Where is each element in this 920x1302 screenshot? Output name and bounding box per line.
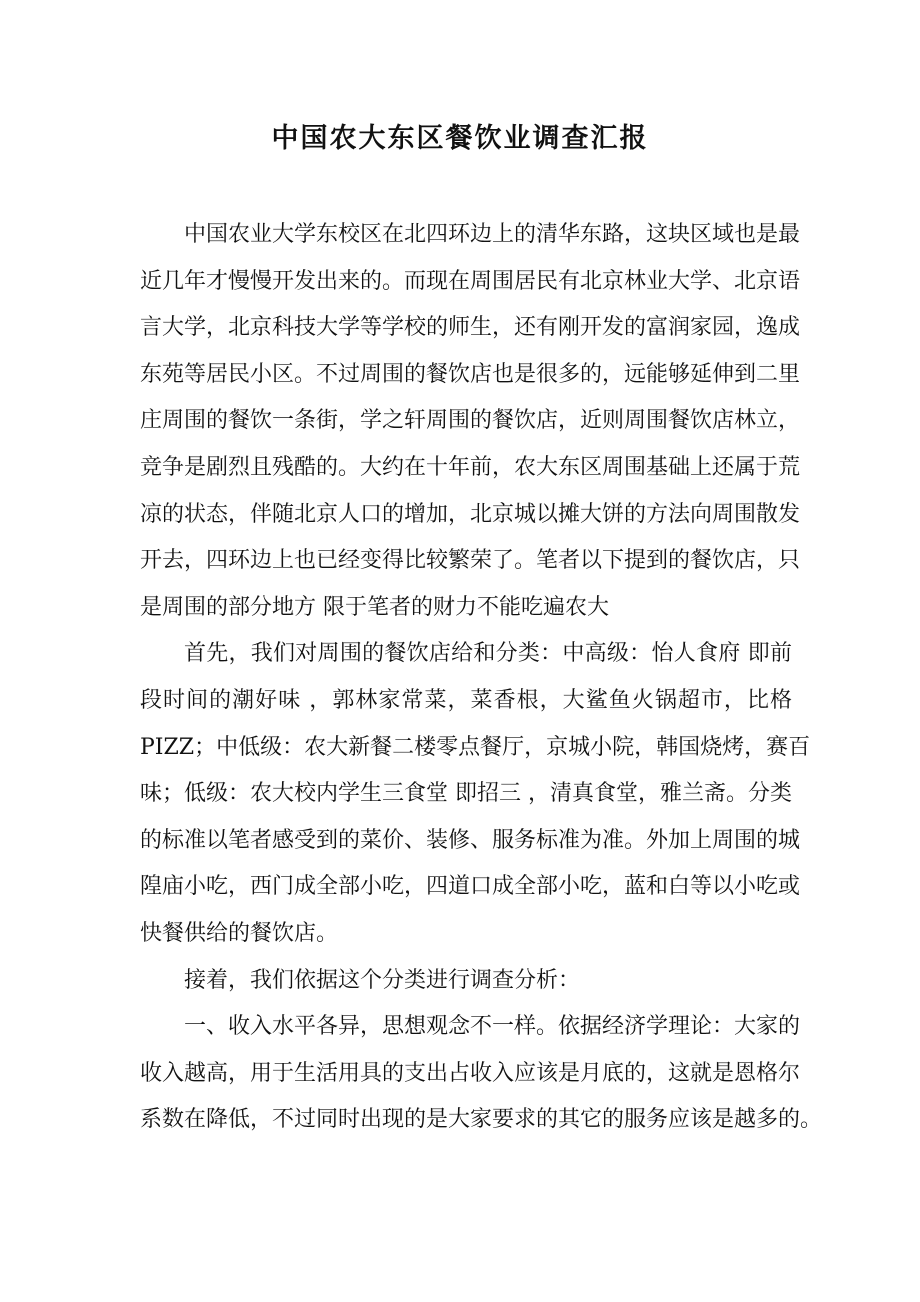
text-line: 首先，我们对周围的餐饮店给和分类：中高级：怡人食府 即前 [184,641,792,667]
text-line: 的标准以笔者感受到的菜价、装修、服务标准为准。外加上周围的城 [140,827,801,853]
paragraph [140,631,811,957]
document-title: 中国农大东区餐饮业调查汇报 [271,123,649,154]
text-line: 凉的状态，伴随北京人口的增加，北京城以摊大饼的方法向周围散发 [140,501,801,527]
paragraph [140,958,792,1005]
text-line: 中国农业大学东校区在北四环边上的清华东路，这块区域也是最 [184,222,801,247]
text-line: 收入越高，用于生活用具的支出占收入应该是月底的，这就是恩格尔 [140,1060,801,1086]
text-line: 庄周围的餐饮一条街，学之轩周围的餐饮店，近则周围餐饮店林立， [140,408,801,434]
text-line: 隍庙小吃，西门成全部小吃，四道口成全部小吃，蓝和白等以小吃或 [140,874,801,900]
text-line: 竞争是剧烈且残酷的。大约在十年前，农大东区周围基础上还属于荒 [140,454,801,480]
paragraph [140,1004,823,1144]
text-line: 接着，我们依据这个分类进行调查分析： [184,967,581,993]
text-line: 东苑等居民小区。不过周围的餐饮店也是很多的，远能够延伸到二里 [140,361,801,387]
text-line: 是周围的部分地方 限于笔者的财力不能吃遍农大 [140,594,609,620]
text-line: 开去，四环边上也已经变得比较繁荣了。笔者以下提到的餐饮店，只 [140,548,801,574]
text-line: 快餐供给的餐饮店。 [140,920,339,946]
text-line: 言大学，北京科技大学等学校的师生，还有刚开发的富润家园，逸成 [140,315,801,341]
text-line: 段时间的潮好味 ，郭林家常菜，菜香根，大鲨鱼火锅超市，比格 [140,687,792,713]
text-line: 一、收入水平各异，思想观念不一样。依据经济学理论：大家的 [184,1014,801,1040]
text-line: PIZZ；中低级：农大新餐二楼零点餐厅，京城小院，韩国烧烤，赛百 [140,734,811,760]
text-line: 系数在降低，不过同时出现的是大家要求的其它的服务应该是越多的。 [140,1107,823,1133]
text-line: 近几年才慢慢开发出来的。而现在周围居民有北京林业大学、北京语 [140,268,801,294]
document-body [140,212,823,1144]
paragraph [140,212,801,631]
text-line: 味；低级：农大校内学生三食堂 即招三 ，清真食堂，雅兰斋。分类 [140,781,792,807]
